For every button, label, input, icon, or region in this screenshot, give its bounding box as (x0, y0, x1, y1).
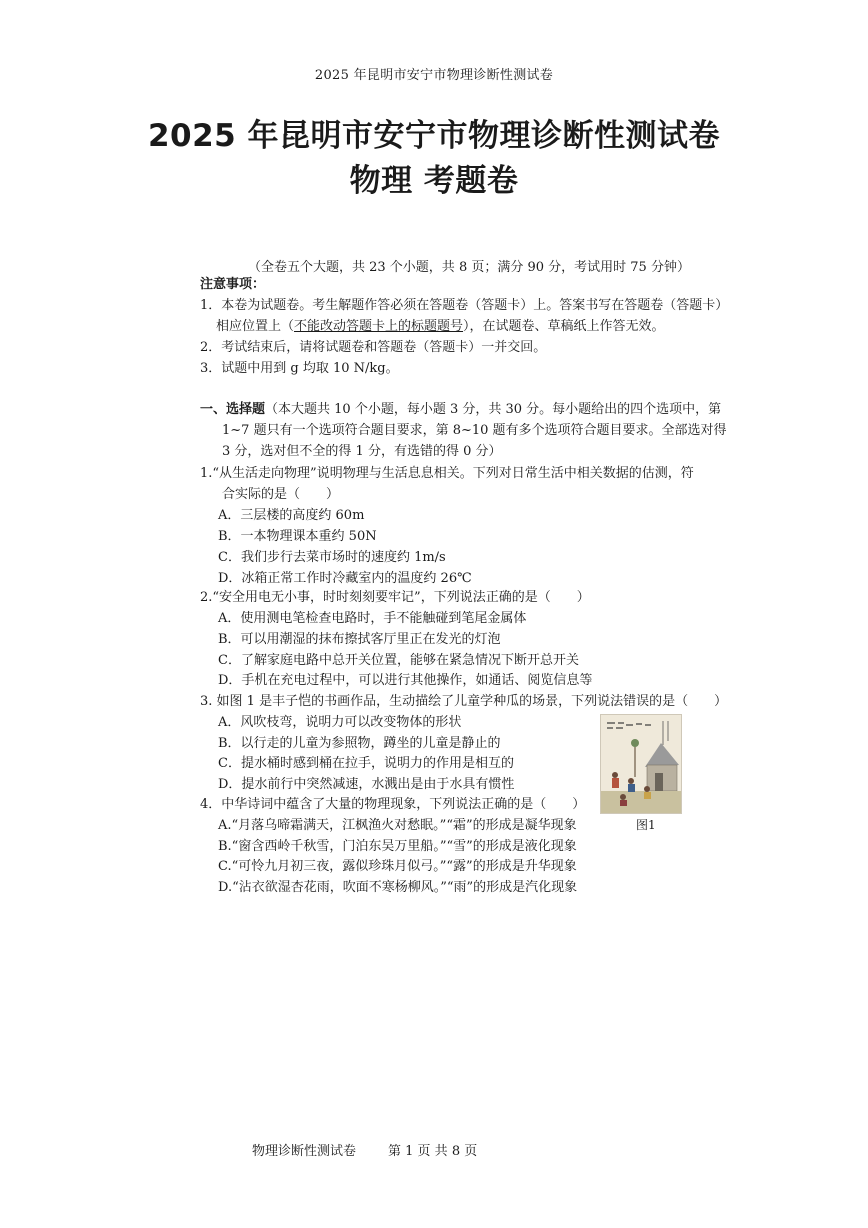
question-4-stem: 4．中华诗词中蕴含了大量的物理现象，下列说法正确的是（ ） (200, 797, 586, 812)
page-footer (252, 1140, 477, 1159)
section-1-intro-c: 3 分，选对但不全的得 1 分，有选错的得 0 分） (222, 444, 502, 459)
section-1-heading: 一、选择题 (200, 402, 266, 417)
question-1-option-c: C．我们步行去菜市场时的速度约 1m/s (218, 550, 446, 565)
section-1-intro (200, 401, 721, 418)
question-2-stem: 2.“安全用电无小事，时时刻刻要牢记”，下列说法正确的是（ ） (200, 590, 590, 605)
notice-item-1-post: ），在试题卷、草稿纸上作答无效。 (463, 319, 665, 334)
notice-item-1-cont (216, 318, 665, 335)
notice-item-3: 3．试题中用到 g 均取 10 N/kg。 (200, 361, 399, 376)
section-1-intro-b: 1~7 题只有一个选项符合题目要求，第 8~10 题有多个选项符合题目要求。全部选对得 (222, 423, 727, 438)
question-3-option-d: D．提水前行中突然减速，水溅出是由于水具有惯性 (218, 777, 515, 792)
running-header: 2025 年昆明市安宁市物理诊断性测试卷 (314, 68, 554, 83)
question-3-option-b: B．以行走的儿童为参照物，蹲坐的儿童是静止的 (218, 736, 501, 751)
notice-item-2: 2．考试结束后，请将试题卷和答题卷（答题卡）一并交回。 (200, 340, 547, 355)
footer-page-number: 第 1 页 共 8 页 (388, 1144, 478, 1159)
figure-caption: 图1 (636, 818, 656, 832)
notice-heading: 注意事项： (200, 277, 266, 292)
question-1-option-d: D．冰箱正常工作时冷藏室内的温度约 26℃ (218, 571, 472, 586)
notice-item-1: 1．本卷为试题卷。考生解题作答必须在答题卷（答题卡）上。答案书写在答题卷（答题卡） (200, 298, 729, 313)
question-1-option-a: A．三层楼的高度约 60m (218, 508, 365, 523)
question-4-option-b: B.“窗含西岭千秋雪，门泊东吴万里船。”“雪”的形成是液化现象 (218, 839, 577, 854)
page-title: 2025 年昆明市安宁市物理诊断性测试卷 (147, 118, 721, 154)
question-4-option-a: A.“月落乌啼霜满天，江枫渔火对愁眠。”“霜”的形成是凝华现象 (218, 818, 577, 833)
question-1-option-b: B．一本物理课本重约 50N (218, 529, 377, 544)
question-1-stem: 1.“从生活走向物理”说明物理与生活息息相关。下列对日常生活中相关数据的估测，符 (200, 466, 694, 481)
section-1-intro-a: （本大题共 10 个小题，每小题 3 分，共 30 分。每小题给出的四个选项中，第 (265, 402, 722, 417)
question-3-stem: 3. 如图 1 是丰子恺的书画作品，生动描绘了儿童学种瓜的场景，下列说法错误的是（ ） (200, 694, 728, 709)
question-3-option-a: A．风吹枝弯，说明力可以改变物体的形状 (218, 715, 462, 730)
notice-item-1-pre: 相应位置上（ (216, 319, 295, 334)
question-2-option-a: A．使用测电笔检查电路时，手不能触碰到笔尾金属体 (218, 611, 527, 626)
question-2-option-b: B．可以用潮湿的抹布擦拭客厅里正在发光的灯泡 (218, 632, 501, 647)
question-4-option-d: D.“沾衣欲湿杏花雨，吹面不寒杨柳风。”“雨”的形成是汽化现象 (218, 880, 578, 895)
question-4-option-c: C.“可怜九月初三夜，露似珍珠月似弓。”“露”的形成是升华现象 (218, 859, 577, 874)
question-2-option-d: D．手机在充电过程中，可以进行其他操作，如通话、阅览信息等 (218, 673, 593, 688)
page-subtitle: 物理 考题卷 (349, 163, 519, 199)
question-2-option-c: C．了解家庭电路中总开关位置，能够在紧急情况下断开总开关 (218, 653, 579, 668)
footer-doc-name: 物理诊断性测试卷 (252, 1144, 357, 1159)
painting-illustration (601, 715, 681, 813)
exam-info: （全卷五个大题，共 23 个小题，共 8 页；满分 90 分，考试用时 75 分钟） (248, 260, 690, 275)
question-1-stem-cont: 合实际的是（ ） (222, 487, 340, 502)
notice-item-1-underline: 不能改动答题卡上的标题题号 (294, 319, 464, 334)
question-3-option-c: C．提水桶时感到桶在拉手，说明力的作用是相互的 (218, 756, 514, 771)
figure-1-painting (600, 714, 682, 814)
